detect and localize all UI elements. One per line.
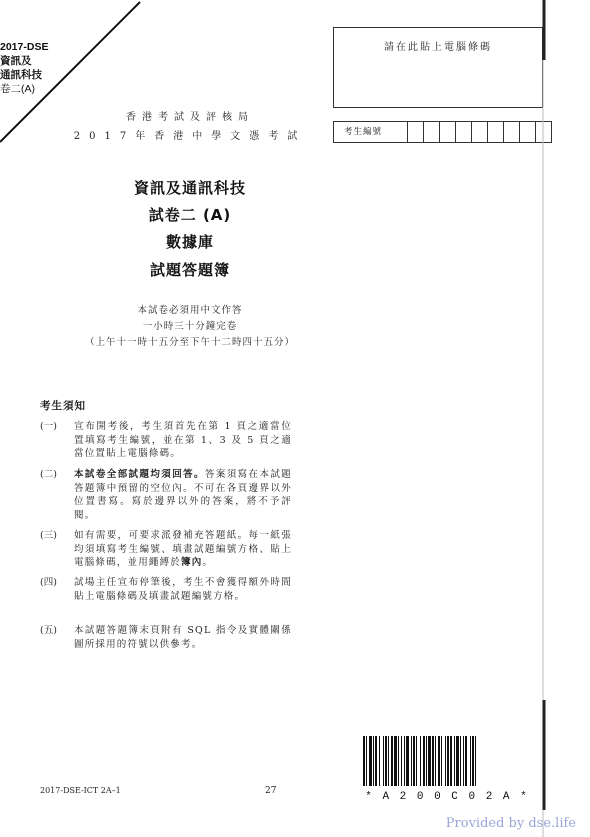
notice-text: 本試題答題簿末頁附有 SQL 指令及實體關係圖所採用的符號以供參考。 xyxy=(74,625,292,650)
barcode-bar xyxy=(460,736,461,786)
corner-tag-line4: 卷二(A) xyxy=(0,83,35,95)
barcode-bar xyxy=(375,736,377,786)
barcode-bar xyxy=(373,736,374,786)
barcode-bar xyxy=(369,736,372,786)
notice-text-end: 。 xyxy=(202,557,214,568)
barcode-bar xyxy=(383,736,384,786)
notice-number: (四) xyxy=(40,577,57,588)
notice-bold-text: 簿內 xyxy=(181,557,203,568)
barcode-bar xyxy=(416,736,417,786)
page-number: 27 xyxy=(265,786,277,796)
booklet-title: 試題答題簿 xyxy=(149,261,230,279)
candidate-number-cell[interactable] xyxy=(472,122,488,142)
candidate-number-cell[interactable] xyxy=(440,122,456,142)
exam-name: 2017年香港中學文憑考試 xyxy=(73,131,307,142)
barcode-bar xyxy=(423,736,425,786)
notice-item-1 xyxy=(40,420,292,461)
barcode-sticker-box xyxy=(333,27,543,108)
barcode-sticker-label: 請在此貼上電腦條碼 xyxy=(384,42,492,53)
corner-tag-line3: 通訊科技 xyxy=(0,69,42,81)
barcode-bar xyxy=(454,736,455,786)
barcode-bar xyxy=(411,736,412,786)
notice-number: (三) xyxy=(40,530,57,541)
candidate-number-cell[interactable] xyxy=(424,122,440,142)
barcode-bar xyxy=(428,736,431,786)
barcode-bar xyxy=(470,736,471,786)
barcode-bar xyxy=(420,736,421,786)
candidate-number-cell[interactable] xyxy=(488,122,504,142)
corner-paper-tag xyxy=(0,40,48,96)
barcode-bar xyxy=(394,736,397,786)
source-watermark: Provided by dse.life xyxy=(445,816,576,831)
notice-item-5 xyxy=(40,624,292,651)
candidate-number-cell[interactable] xyxy=(520,122,536,142)
barcode-bar xyxy=(432,736,434,786)
barcode-text: * A 2 0 0 C 0 2 A * xyxy=(365,791,529,803)
barcode-image xyxy=(363,736,531,786)
notice-number: (五) xyxy=(40,625,57,636)
language-instruction: 本試卷必須用中文作答 xyxy=(137,305,243,316)
corner-tag-line1: 2017-DSE xyxy=(0,41,49,53)
notice-text: 試場主任宣布停筆後，考生不會獲得額外時間貼上電腦條碼及填畫試題編號方格。 xyxy=(74,577,292,602)
barcode-bar xyxy=(463,736,464,786)
notice-bold-text: 本試卷全部試題均須回答。 xyxy=(74,469,205,480)
barcode-bar xyxy=(426,736,427,786)
barcode-bar xyxy=(363,736,365,786)
barcode-bar xyxy=(441,736,442,786)
candidate-number-cell[interactable] xyxy=(504,122,520,142)
notice-item-4 xyxy=(40,576,292,603)
notice-text: 宣布開考後，考生須首先在第 1 頁之適當位置填寫考生編號，並在第 1、3 及 5 頁之適當位置貼上電腦條碼。 xyxy=(74,421,292,459)
barcode-bar xyxy=(404,736,405,786)
barcode-bar xyxy=(379,736,380,786)
barcode-bar xyxy=(401,736,402,786)
barcode-bar xyxy=(385,736,387,786)
barcode-bar xyxy=(438,736,440,786)
notice-heading: 考生須知 xyxy=(40,400,86,412)
notice-number: (一) xyxy=(40,421,57,432)
notice-text: 如有需要，可要求派發補充答題紙。每一紙張均須填寫考生編號、填畫試題編號方格、貼上電腦條碼，並用繩縛於 xyxy=(74,530,292,568)
notice-number: (二) xyxy=(40,469,57,480)
subject-title: 資訊及通訊科技 xyxy=(133,179,246,197)
barcode-bar xyxy=(435,736,436,786)
barcode-bar xyxy=(388,736,389,786)
exam-authority: 香港考試及評核局 xyxy=(126,112,254,123)
barcode-bar xyxy=(472,736,474,786)
barcode-bar xyxy=(456,736,459,786)
notice-text: 答案須寫在本試題答題簿中預留的空位內。不可在各頁邊界以外位置書寫。寫於邊界以外的答案，將不予評閱。 xyxy=(74,469,292,521)
barcode-bar xyxy=(445,736,446,786)
barcode-bar xyxy=(413,736,415,786)
exam-time: （上午十一時十五分至下午十二時四十五分） xyxy=(84,337,295,348)
module-title: 數據庫 xyxy=(165,233,214,251)
corner-tag-line2: 資訊及 xyxy=(0,55,32,67)
candidate-number-row xyxy=(333,121,552,143)
barcode-bar xyxy=(398,736,399,786)
footer-paper-code: 2017-DSE-ICT 2A–1 xyxy=(40,786,121,795)
duration: 一小時三十分鐘完卷 xyxy=(142,321,238,332)
page-edge-line xyxy=(540,0,546,837)
notice-item-2 xyxy=(40,468,292,522)
candidate-number-label: 考生編號 xyxy=(334,122,408,142)
barcode-bar xyxy=(391,736,393,786)
barcode-bar xyxy=(366,736,367,786)
candidate-number-cell[interactable] xyxy=(456,122,472,142)
barcode-bar xyxy=(465,736,467,786)
paper-title: 試卷二 (A) xyxy=(148,206,232,224)
notice-item-3 xyxy=(40,529,292,570)
barcode-bar xyxy=(450,736,452,786)
barcode-bar xyxy=(475,736,476,786)
candidate-number-cell[interactable] xyxy=(408,122,424,142)
barcode-bar xyxy=(447,736,449,786)
barcode-bar xyxy=(406,736,409,786)
